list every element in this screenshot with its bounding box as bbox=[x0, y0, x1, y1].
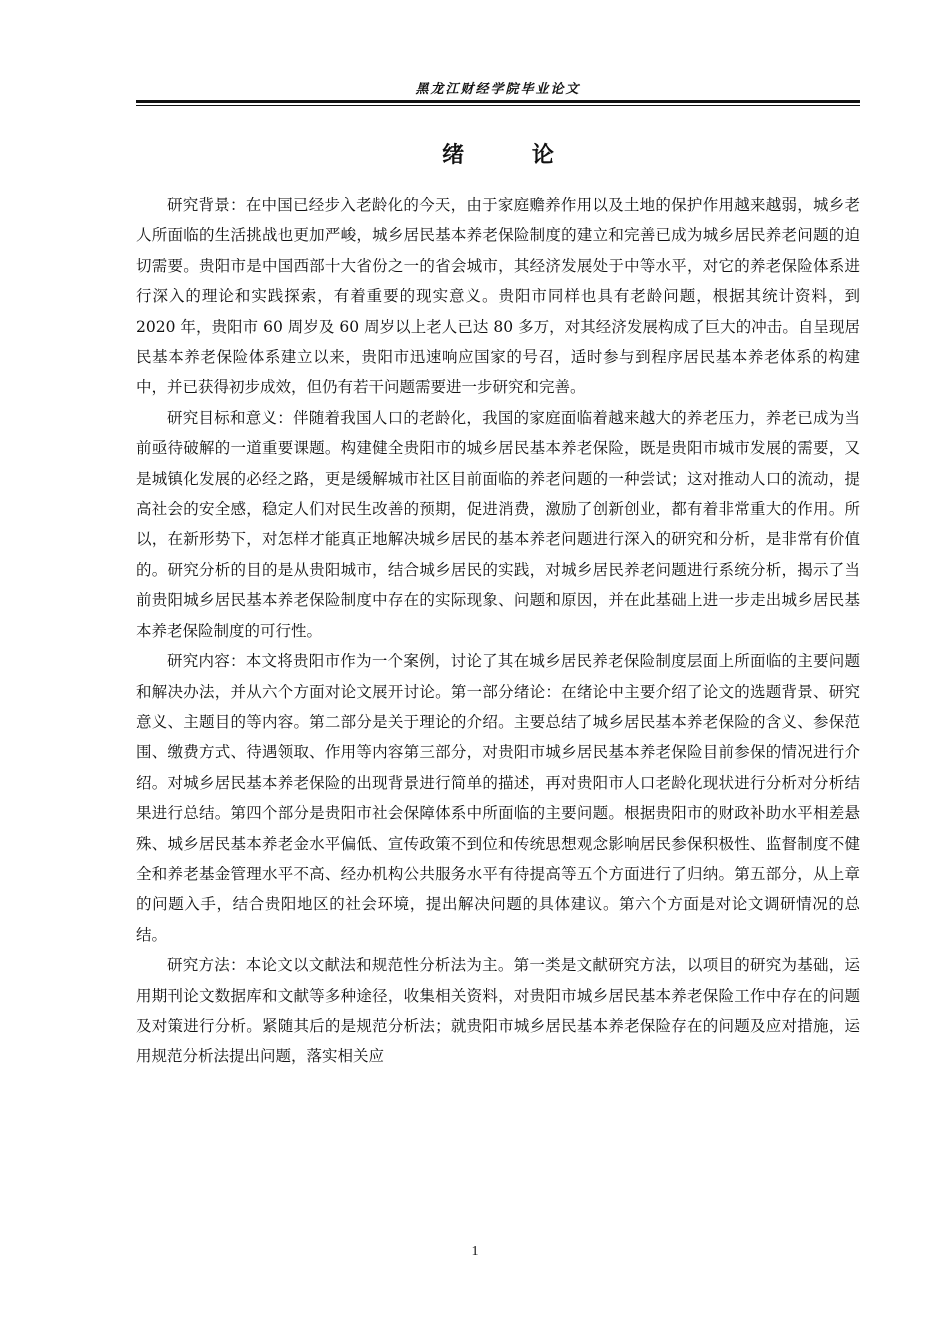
page-number: 1 bbox=[471, 1244, 479, 1259]
paragraph-methods: 研究方法：本论文以文献法和规范性分析法为主。第一类是文献研究方法，以项目的研究为基础，运用期刊论文数据库和文献等多种途径，收集相关资料，对贵阳市城乡居民基本养老保险工作中存在的问题及对策进行分析。紧随其后的是规范分析法；就贵阳市城乡居民基本养老保险存在的问题及应对措施，运用规范分析法提出问题，落实相关应 bbox=[136, 956, 860, 1066]
paragraph-content: 研究内容：本文将贵阳市作为一个案例，讨论了其在城乡居民养老保险制度层面上所面临的主要问题和解决办法，并从六个方面对论文展开讨论。第一部分绪论：在绪论中主要介绍了论文的选题背景、研究意义、主题目的等内容。第二部分是关于理论的介绍。主要总结了城乡居民基本养老保险的含义、参保范围、缴费方式、待遇领取、作用等内容第三部分，对贵阳市城乡居民基本养老保险目前参保的情况进行介绍。对城乡居民基本养老保险的出现背景进行简单的描述，再对贵阳市人口老龄化现状进行分析对分析结果进行总结。第四个部分是贵阳市社会保障体系中所面临的主要问题。根据贵阳市的财政补助水平相差悬殊、城乡居民基本养老金水平偏低、宣传政策不到位和传统思想观念影响居民参保积极性、监督制度不健全和养老基金管理水平不高、经办机构公共服务水平有待提高等五个方面进行了归纳。第五部分，从上章的问题入手，结合贵阳地区的社会环境，提出解决问题的具体建议。第六个方面是对论文调研情况的总结。 bbox=[136, 652, 860, 944]
header-rule-thin bbox=[136, 105, 860, 106]
running-header: 黑龙江财经学院毕业论文 bbox=[415, 82, 581, 97]
paragraph-background: 研究背景：在中国已经步入老龄化的今天，由于家庭赡养作用以及土地的保护作用越来越弱，城乡老人所面临的生活挑战也更加严峻，城乡居民基本养老保险制度的建立和完善已成为城乡居民养老问题的迫切需要。贵阳市是中国西部十大省份之一的省会城市，其经济发展处于中等水平，对它的养老保险体系进行深入的理论和实践探索，有着重要的现实意义。贵阳市同样也具有老龄问题，根据其统计资料，到 2020 年，贵阳市 60 周岁及 60 周岁以上老人已达 80 多万，对其经济发展构成了巨大的冲击。自呈现居民基本养老保险体系建立以来，贵阳市迅速响应国家的号召，适时参与到程序居民基本养老体系的构建中，并已获得初步成效，但仍有若干问题需要进一步研究和完善。 bbox=[136, 196, 860, 397]
body-text bbox=[136, 190, 860, 1072]
paragraph-objectives: 研究目标和意义：伴随着我国人口的老龄化，我国的家庭面临着越来越大的养老压力，养老已成为当前亟待破解的一道重要课题。构建健全贵阳市的城乡居民基本养老保险，既是贵阳市城市发展的需要，又是城镇化发展的必经之路，更是缓解城市社区目前面临的养老问题的一种尝试；这对推动人口的流动，提高社会的安全感，稳定人们对民生改善的预期，促进消费，激励了创新创业，都有着非常重大的作用。所以，在新形势下，对怎样才能真正地解决城乡居民的基本养老问题进行深入的研究和分析，是非常有价值的。研究分析的目的是从贵阳城市，结合城乡居民的实践，对城乡居民养老问题进行系统分析，揭示了当前贵阳城乡居民基本养老保险制度中存在的实际现象、问题和原因，并在此基础上进一步走出城乡居民基本养老保险制度的可行性。 bbox=[136, 408, 860, 640]
header-rule-thick bbox=[136, 100, 860, 103]
section-title: 绪 论 bbox=[442, 143, 584, 168]
